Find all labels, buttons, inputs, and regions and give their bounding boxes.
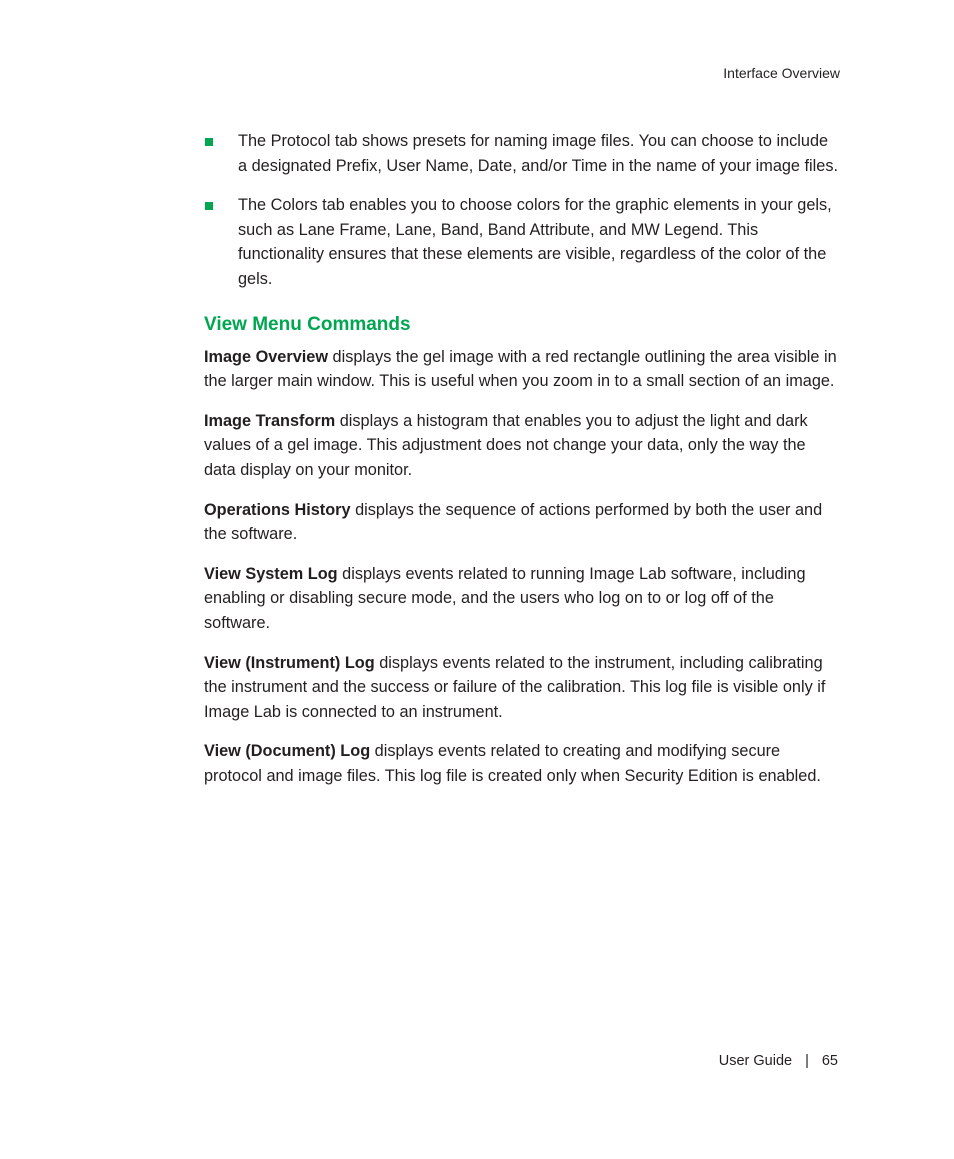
bullet-list (204, 129, 838, 292)
section-heading: View Menu Commands (204, 313, 411, 335)
paragraph-image-overview (204, 345, 838, 394)
paragraph-term: Image Transform (204, 411, 336, 430)
page-number: 65 (821, 1053, 838, 1069)
running-header: Interface Overview (723, 65, 840, 81)
paragraph-text: displays the gel image with a red rectangle outlining the area visible in the larger main window. This is useful when you zoom in to a small section of an image. (204, 347, 837, 391)
paragraph-image-transform (204, 409, 838, 483)
paragraph-term: View (Document) Log (204, 742, 371, 761)
paragraph-view-instrument-log (204, 651, 838, 725)
paragraph-view-system-log (204, 562, 838, 636)
paragraph-text: displays events related to running Image Lab software, including enabling or disabling secure mode, and the users who log on to or log off of the software. (204, 564, 806, 632)
paragraph-term: Image Overview (204, 347, 328, 366)
paragraph-text: displays a histogram that enables you to adjust the light and dark values of a gel image. This adjustment does not change your data, only the way the data display on your monitor. (204, 411, 808, 479)
footer-separator: | (805, 1053, 809, 1069)
paragraph-term: Operations History (204, 500, 351, 519)
paragraph-operations-history (204, 498, 838, 547)
paragraph-text: displays events related to the instrument, including calibrating the instrument and the success or failure of the calibration. This log file is visible only if Image Lab is connected to an instrument. (204, 653, 826, 721)
list-item (204, 193, 838, 291)
paragraph-view-document-log (204, 739, 838, 788)
bullet-text: The Protocol tab shows presets for naming image files. You can choose to include a designated Prefix, User Name, Date, and/or Time in the name of your image files. (238, 132, 838, 175)
paragraph-term: View (Instrument) Log (204, 653, 375, 672)
paragraph-text: displays the sequence of actions performed by both the user and the software. (204, 500, 823, 544)
square-bullet-icon (205, 138, 213, 146)
page-content (204, 129, 838, 803)
paragraph-text: displays events related to creating and modifying secure protocol and image files. This log file is created only when Security Edition is enabled. (204, 742, 821, 785)
footer-doc-name: User Guide (718, 1053, 793, 1069)
square-bullet-icon (205, 202, 213, 210)
paragraph-term: View System Log (204, 564, 338, 583)
running-footer (719, 1052, 838, 1070)
bullet-text: The Colors tab enables you to choose colors for the graphic elements in your gels, such as Lane Frame, Lane, Band, Band Attribute, and MW Legend. This functionality ensures that these elements are visible, regardless of the color of the gels. (238, 196, 832, 288)
list-item (204, 129, 838, 178)
